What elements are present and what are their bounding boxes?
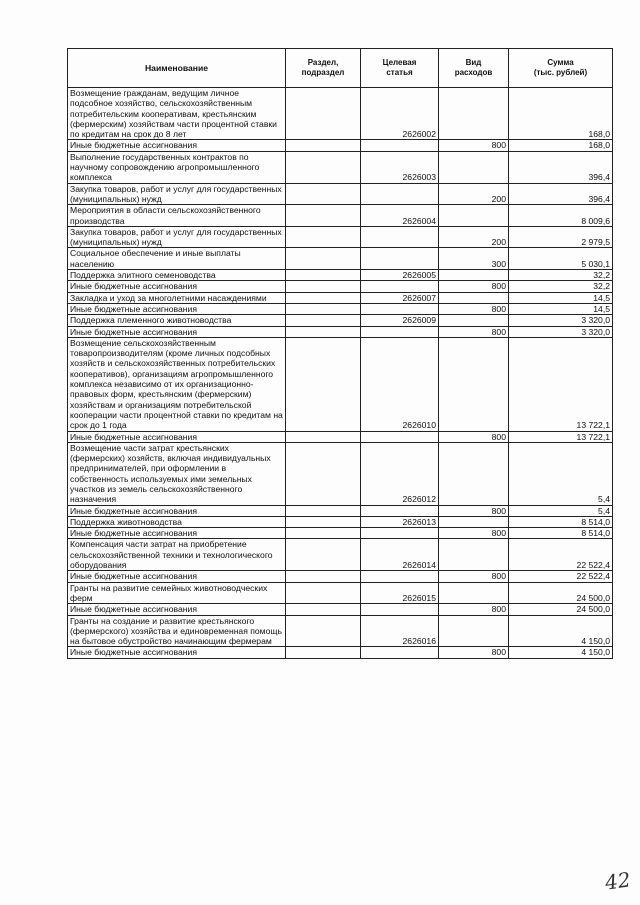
row-sum-cell: 8 514,0 [509,516,613,527]
row-expense-cell [439,292,509,303]
row-name-cell: Иные бюджетные ассигнования [68,571,286,582]
row-target-cell: 2626013 [361,516,439,527]
row-expense-cell [439,442,509,505]
row-section-cell [286,248,361,270]
row-sum-cell: 22 522,4 [509,571,613,582]
row-target-cell [361,528,439,539]
table-row [68,326,613,337]
row-sum-cell: 22 522,4 [509,539,613,571]
table-row [68,315,613,326]
row-sum-cell: 24 500,0 [509,582,613,604]
row-sum-cell: 32,2 [509,270,613,281]
row-expense-cell: 800 [439,647,509,658]
row-name-cell: Закупка товаров, работ и услуг для государственных (муниципальных) нужд [68,226,286,248]
row-target-cell [361,326,439,337]
row-sum-cell: 32,2 [509,281,613,292]
row-target-cell: 2626014 [361,539,439,571]
table-row [68,281,613,292]
row-section-cell [286,140,361,151]
table-row [68,88,613,140]
row-target-cell [361,183,439,205]
row-sum-cell: 4 150,0 [509,647,613,658]
table-row [68,205,613,227]
row-expense-cell [439,205,509,227]
row-sum-cell: 396,4 [509,183,613,205]
row-name-cell: Возмещение части затрат крестьянских (фермерских) хозяйств, включая индивидуальных предпринимателей, при оформлении в собственность используемых ими земельных участков из земель сельскохозяйственного назначения [68,442,286,505]
row-name-cell: Иные бюджетные ассигнования [68,647,286,658]
table-row [68,303,613,314]
row-target-cell: 2626005 [361,270,439,281]
row-sum-cell: 14,5 [509,292,613,303]
row-sum-cell: 24 500,0 [509,604,613,615]
row-name-cell: Иные бюджетные ассигнования [68,505,286,516]
row-target-cell [361,226,439,248]
row-section-cell [286,281,361,292]
row-name-cell: Иные бюджетные ассигнования [68,140,286,151]
row-section-cell [286,326,361,337]
row-sum-cell: 3 320,0 [509,315,613,326]
row-target-cell [361,647,439,658]
header-target [361,49,439,88]
row-expense-cell [439,516,509,527]
row-name-cell: Поддержка элитного семеноводства [68,270,286,281]
row-name-cell: Иные бюджетные ассигнования [68,604,286,615]
header-expense [439,49,509,88]
row-sum-cell: 3 320,0 [509,326,613,337]
row-name-cell: Гранты на создание и развитие крестьянского (фермерского) хозяйства и единовременная помощь на бытовое обустройство начинающим фермерам [68,615,286,647]
table-row [68,528,613,539]
row-target-cell [361,281,439,292]
row-section-cell [286,292,361,303]
row-expense-cell: 800 [439,281,509,292]
table-body [68,88,613,659]
row-name-cell: Поддержка животноводства [68,516,286,527]
row-target-cell: 2626015 [361,582,439,604]
row-target-cell: 2626002 [361,88,439,140]
row-section-cell [286,88,361,140]
row-expense-cell [439,151,509,183]
row-expense-cell: 800 [439,505,509,516]
row-name-cell: Поддержка племенного животноводства [68,315,286,326]
row-section-cell [286,270,361,281]
row-section-cell [286,604,361,615]
table-row [68,183,613,205]
table-row [68,151,613,183]
row-expense-cell: 800 [439,431,509,442]
row-name-cell: Компенсация части затрат на приобретение сельскохозяйственной техники и технологического оборудования [68,539,286,571]
row-target-cell: 2626004 [361,205,439,227]
row-expense-cell: 200 [439,226,509,248]
row-expense-cell [439,582,509,604]
row-sum-cell: 13 722,1 [509,337,613,431]
row-expense-cell [439,270,509,281]
table-row [68,505,613,516]
header-sum-line1: Сумма [547,58,574,67]
row-expense-cell [439,315,509,326]
row-expense-cell: 800 [439,604,509,615]
row-section-cell [286,205,361,227]
row-section-cell [286,226,361,248]
row-sum-cell: 5 030,1 [509,248,613,270]
header-sum-line2: (тыс. рублей) [533,68,588,77]
row-sum-cell: 8 009,6 [509,205,613,227]
row-section-cell [286,505,361,516]
row-name-cell: Мероприятия в области сельскохозяйственного производства [68,205,286,227]
row-sum-cell: 4 150,0 [509,615,613,647]
budget-table [67,48,613,659]
row-sum-cell: 14,5 [509,303,613,314]
row-sum-cell: 5,4 [509,505,613,516]
table-row [68,140,613,151]
row-section-cell [286,647,361,658]
row-expense-cell: 800 [439,140,509,151]
table-row [68,248,613,270]
header-target-line2: статья [386,68,413,77]
row-name-cell: Иные бюджетные ассигнования [68,326,286,337]
row-target-cell: 2626016 [361,615,439,647]
row-sum-cell: 168,0 [509,88,613,140]
table-row [68,226,613,248]
row-target-cell [361,505,439,516]
row-section-cell [286,516,361,527]
row-sum-cell: 168,0 [509,140,613,151]
table-row [68,604,613,615]
row-section-cell [286,315,361,326]
header-sum [509,49,613,88]
row-section-cell [286,571,361,582]
row-target-cell [361,303,439,314]
row-name-cell: Возмещение сельскохозяйственным товаропроизводителям (кроме личных подсобных хозяйств и сельскохозяйственных потребительских кооперативов), организациям агропромышленного комплекса независимо от их организационно-правовых форм, крестьянским (фермерским) хозяйствам и организациям потребительской кооперации части процентной ставки по кредитам на срок до 1 года [68,337,286,431]
row-target-cell: 2626009 [361,315,439,326]
row-name-cell: Иные бюджетные ассигнования [68,431,286,442]
row-target-cell: 2626003 [361,151,439,183]
row-expense-cell: 800 [439,326,509,337]
row-target-cell: 2626010 [361,337,439,431]
header-expense-line2: расходов [454,68,493,77]
row-section-cell [286,539,361,571]
page-number: 42 [603,867,632,895]
row-expense-cell: 800 [439,303,509,314]
header-expense-line1: Вид [465,58,482,67]
row-sum-cell: 8 514,0 [509,528,613,539]
row-section-cell [286,442,361,505]
row-name-cell: Закупка товаров, работ и услуг для государственных (муниципальных) нужд [68,183,286,205]
row-section-cell [286,151,361,183]
row-section-cell [286,431,361,442]
row-sum-cell: 13 722,1 [509,431,613,442]
row-section-cell [286,582,361,604]
row-target-cell: 2626007 [361,292,439,303]
row-name-cell: Закладка и уход за многолетними насаждениями [68,292,286,303]
row-section-cell [286,183,361,205]
row-name-cell: Гранты на развитие семейных животноводческих ферм [68,582,286,604]
table-row [68,292,613,303]
table-row [68,571,613,582]
row-expense-cell: 800 [439,528,509,539]
table-row [68,615,613,647]
table-row [68,582,613,604]
row-target-cell [361,604,439,615]
table-row [68,539,613,571]
table-header-row [68,49,613,88]
header-section-line2: подраздел [301,68,345,77]
row-expense-cell [439,539,509,571]
table-row [68,516,613,527]
row-target-cell [361,571,439,582]
header-name: Наименование [68,49,286,88]
row-expense-cell: 300 [439,248,509,270]
row-name-cell: Иные бюджетные ассигнования [68,281,286,292]
table-row [68,431,613,442]
row-name-cell: Социальное обеспечение и иные выплаты населению [68,248,286,270]
row-section-cell [286,615,361,647]
row-section-cell [286,303,361,314]
row-section-cell [286,337,361,431]
table-row [68,442,613,505]
row-target-cell [361,431,439,442]
row-target-cell [361,248,439,270]
row-sum-cell: 5,4 [509,442,613,505]
header-section-line1: Раздел, [307,58,339,67]
table-row [68,337,613,431]
row-name-cell: Возмещение гражданам, ведущим личное подсобное хозяйство, сельскохозяйственным потребительским кооперативам, крестьянским (фермерским) хозяйствам части процентной ставки по кредитам на срок до 8 лет [68,88,286,140]
row-target-cell: 2626012 [361,442,439,505]
table-row [68,647,613,658]
row-expense-cell [439,615,509,647]
header-target-line1: Целевая [382,58,417,67]
table-row [68,270,613,281]
row-expense-cell [439,337,509,431]
row-expense-cell: 200 [439,183,509,205]
row-expense-cell: 800 [439,571,509,582]
row-section-cell [286,528,361,539]
header-section [286,49,361,88]
row-name-cell: Выполнение государственных контрактов по научному сопровождению агропромышленного комплекса [68,151,286,183]
row-name-cell: Иные бюджетные ассигнования [68,528,286,539]
row-sum-cell: 2 979,5 [509,226,613,248]
row-target-cell [361,140,439,151]
row-expense-cell [439,88,509,140]
row-name-cell: Иные бюджетные ассигнования [68,303,286,314]
row-sum-cell: 396,4 [509,151,613,183]
